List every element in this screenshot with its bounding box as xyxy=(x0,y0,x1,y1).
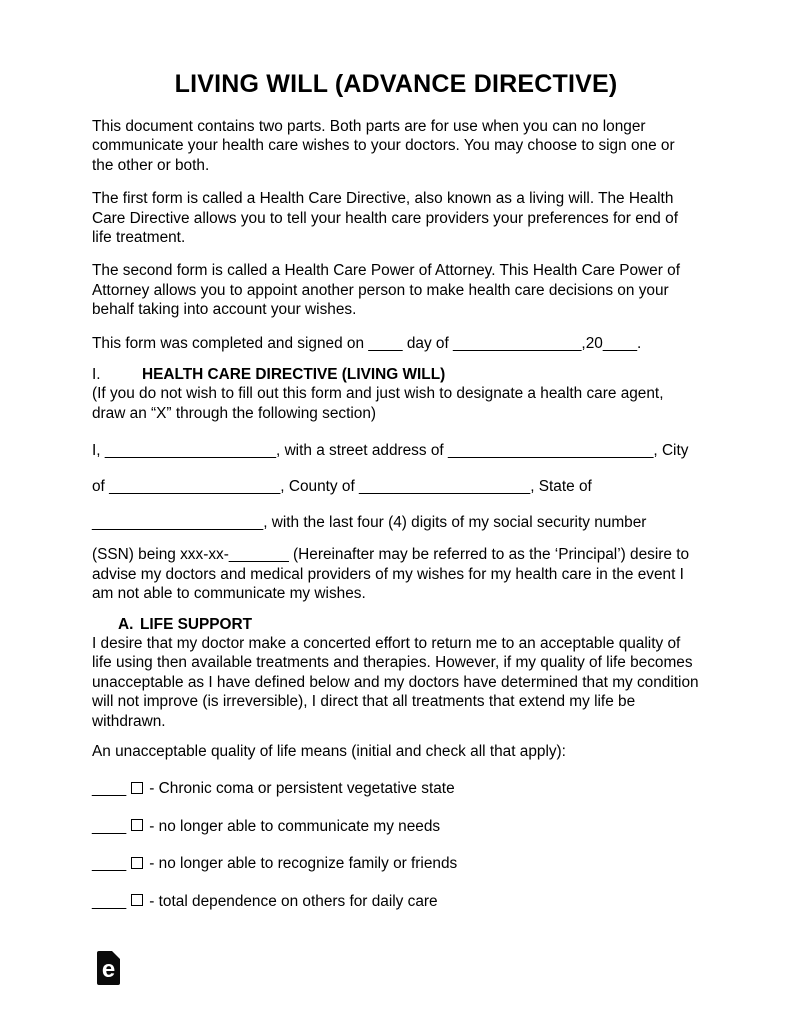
option-label: - no longer able to recognize family or friends xyxy=(149,855,458,873)
page-title: LIVING WILL (ADVANCE DIRECTIVE) xyxy=(174,70,618,98)
initial-blank[interactable]: ____ xyxy=(92,780,127,798)
option-chronic-coma xyxy=(92,779,700,798)
option-label: - Chronic coma or persistent vegetative state xyxy=(149,780,455,798)
checkbox-icon[interactable] xyxy=(131,894,143,906)
checkbox-icon[interactable] xyxy=(131,857,143,869)
initial-blank[interactable]: ____ xyxy=(92,817,127,835)
subsection-a-heading xyxy=(92,615,700,634)
subsection-a-letter: A. xyxy=(118,615,134,633)
section-1-number: I. xyxy=(92,366,101,384)
fill-line-city-county-state: of ____________________, County of ____________________, State of xyxy=(92,478,592,496)
life-support-paragraph: I desire that my doctor make a concerted effort to return me to an acceptable quality of life using then available treatments and therapies. However, if my quality of life becomes unacceptable as I have defined below and my doctors have determined that my condition will not improve (is irreversible), I direct that all treatments that extend my life be withdrawn. xyxy=(92,634,699,730)
document-page xyxy=(92,0,700,911)
checkbox-icon[interactable] xyxy=(131,819,143,831)
fill-line-name-address: I, ____________________, with a street address of ________________________, City xyxy=(92,442,689,460)
section-1-heading-text: HEALTH CARE DIRECTIVE (LIVING WILL) xyxy=(142,366,446,384)
option-label: - no longer able to communicate my needs xyxy=(149,817,441,835)
intro-paragraph-3: The second form is called a Health Care Power of Attorney. This Health Care Power of Attorney allows you to appoint another person to make health care decisions on your behalf taking into account your wishes. xyxy=(92,262,680,319)
section-1-heading xyxy=(92,365,700,384)
fill-line-ssn-intro: ____________________, with the last four (4) digits of my social security number xyxy=(92,514,647,532)
eforms-logo-letter: e xyxy=(101,956,116,983)
eforms-logo-icon xyxy=(97,951,120,985)
principal-info-fill-in xyxy=(92,433,700,541)
checkbox-icon[interactable] xyxy=(131,782,143,794)
ssn-paragraph: (SSN) being xxx-xx-_______ (Hereinafter may be referred to as the ‘Principal’) desire to advise my doctors and medical providers of my wishes for my health care in the event I am not able to communicate my wishes. xyxy=(92,546,690,603)
quality-of-life-prompt: An unacceptable quality of life means (initial and check all that apply): xyxy=(92,742,566,760)
option-label: - total dependence on others for daily care xyxy=(149,892,438,910)
initial-blank[interactable]: ____ xyxy=(92,855,127,873)
intro-paragraph-2: The first form is called a Health Care Directive, also known as a living will. The Health Care Directive allows you to tell your health care providers your preferences for end of life treatment. xyxy=(92,190,678,247)
option-total-dependence xyxy=(92,892,700,911)
intro-paragraph-1: This document contains two parts. Both parts are for use when you can no longer communicate your health care wishes to your doctors. You may choose to sign one or the other or both. xyxy=(92,118,675,174)
option-cannot-communicate xyxy=(92,817,700,836)
option-cannot-recognize xyxy=(92,854,700,873)
section-1-note: (If you do not wish to fill out this form and just wish to designate a health care agent, draw an “X” through the following section) xyxy=(92,385,664,422)
subsection-a-heading-text: LIFE SUPPORT xyxy=(140,615,253,633)
initial-blank[interactable]: ____ xyxy=(92,892,127,910)
date-signed-line: This form was completed and signed on ____ day of _______________,20____. xyxy=(92,334,642,352)
